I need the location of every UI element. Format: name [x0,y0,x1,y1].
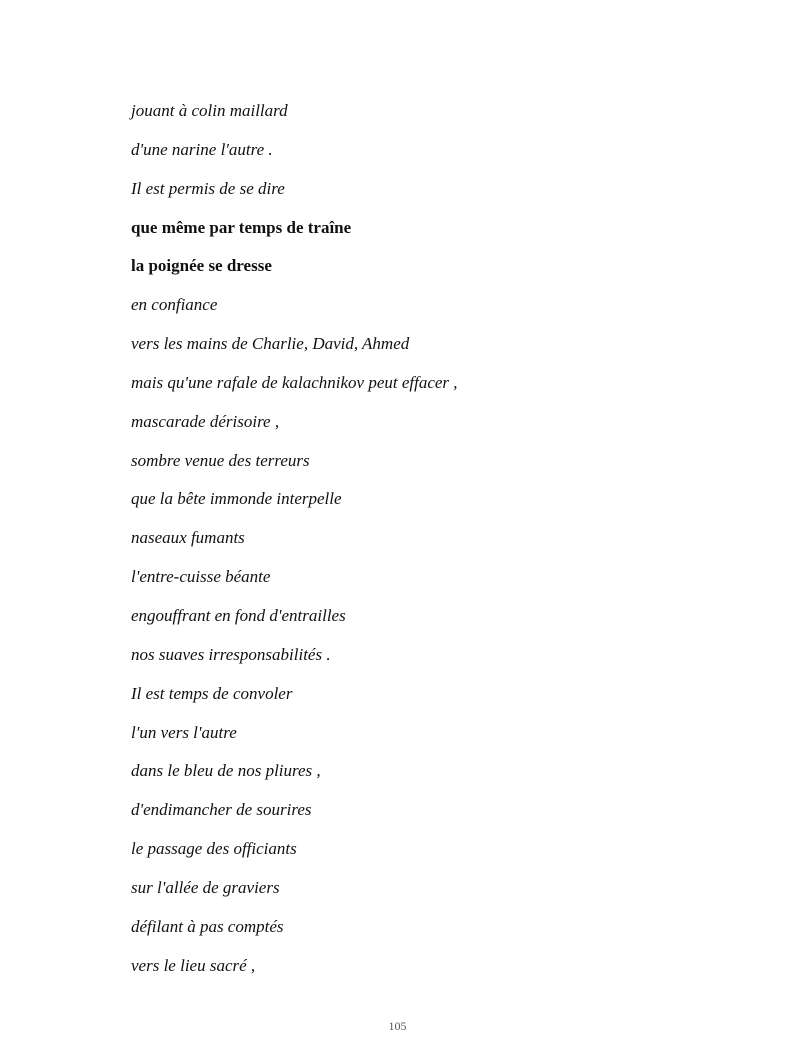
page-number: 105 [388,1019,407,1033]
poem-line: d'endimancher de sourires [131,800,312,820]
poem-line: vers les mains de Charlie, David, Ahmed [131,334,410,354]
poem-line: Il est temps de convoler [131,683,293,703]
poem-line: sur l'allée de graviers [131,877,280,897]
poem-line: en confiance [131,295,218,315]
poem-body [131,99,731,992]
poem-line: sombre venue des terreurs [131,450,310,470]
poem-line: l'entre-cuisse béante [131,567,271,587]
poem-line: le passage des officiants [131,839,297,859]
poem-line: la poignée se dresse [131,256,272,276]
poem-line: dans le bleu de nos pliures , [131,761,321,781]
poem-line: vers le lieu sacré , [131,955,256,975]
poem-line: que même par temps de traîne [131,217,352,237]
poem-line: nos suaves irresponsabilités . [131,644,331,664]
poem-line: que la bête immonde interpelle [131,489,342,509]
poem-line: mascarade dérisoire , [131,411,280,431]
poem-line: d'une narine l'autre . [131,139,273,159]
poem-line: mais qu'une rafale de kalachnikov peut effacer , [131,372,458,392]
poem-line: l'un vers l'autre [131,722,237,742]
poem-line: engouffrant en fond d'entrailles [131,605,346,625]
poem-line: Il est permis de se dire [131,178,285,198]
poem-line: jouant à colin maillard [131,101,288,120]
poem-line: naseaux fumants [131,528,245,548]
poem-line: défilant à pas comptés [131,916,284,936]
